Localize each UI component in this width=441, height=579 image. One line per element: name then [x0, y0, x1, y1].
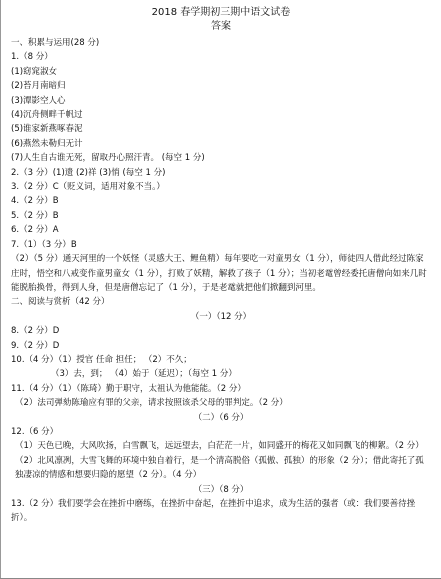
- answer-line: (6)燕然未勒归无计: [11, 138, 83, 149]
- answer-line: (1)窈窕淑女: [11, 66, 58, 77]
- answer-line: 3.（2 分）C（贬义词，适用对象不当。）: [11, 182, 165, 193]
- answer-line: (5)谁家新燕啄春泥: [11, 124, 83, 135]
- answer-line: （3）去，到； （4）始于（延迟）；（每空 1 分）: [51, 369, 237, 380]
- answer-line: 6.（2 分）A: [11, 225, 59, 236]
- subsection-heading: （二）（6 分）: [193, 412, 249, 423]
- left-margin-rule: [0, 0, 1, 579]
- answer-line: (2)苔月南暗归: [11, 81, 66, 92]
- answer-line: 11.（4 分）（1）（陈琦）勤于职守，太祖认为他能能。（2 分）: [11, 383, 246, 394]
- answer-line: 9.（2 分）D: [11, 340, 60, 351]
- answer-line: (7)人生自古谁无死，留取丹心照汗青。 (每空 1 分): [11, 153, 205, 164]
- answer-line: 4.（2 分）B: [11, 196, 59, 207]
- document-subtitle: 答案: [211, 21, 231, 32]
- answer-paragraph: 13.（2 分）我们要学会在挫折中磨练，在挫折中奋起，在挫折中追求，成为生活的强者（或：我们要善待挫折）。: [11, 499, 416, 524]
- document-title: 2018 春学期初三期中语文试卷: [151, 7, 291, 18]
- answer-line: 8.（2 分）D: [11, 326, 60, 337]
- section-two-answers: [11, 295, 431, 526]
- answer-line: 2.（3 分）(1)遗 (2)祥 (3)悄 (每空 1 分): [11, 167, 166, 178]
- answer-line: （2）法司弹劾陈瑜应有罪的父亲，请求按照该杀父母的罪判定。（2 分）: [15, 398, 288, 409]
- subsection-heading: （一）（12 分）: [190, 311, 252, 322]
- answer-line: (4)沉舟侧畔千帆过: [11, 110, 83, 121]
- answer-line: 5.（2 分）B: [11, 210, 59, 221]
- section-heading-1: 一、积累与运用(28 分): [11, 38, 100, 48]
- answer-paragraph: （1）天色已晚，大风吹扬，白雪飘飞，远远望去，白茫茫一片，如同盛开的梅花又如同飘飞的柳絮。（2 分）: [15, 441, 424, 452]
- answer-paragraph: （2）北风凛冽，大雪飞舞的环境中独自着行，是一个清高脱俗（孤傲、孤独）的形象（2 分）；借此寄托了孤独凄凉的情感和想要归隐的愿望（2 分）。（4 分）: [15, 455, 424, 481]
- answer-line: 1.（8 分）: [11, 52, 53, 63]
- section-heading-2: 二、阅读与赏析（42 分）: [11, 297, 110, 308]
- answer-line: 12.（6 分）: [11, 426, 59, 437]
- section-one-answers: [11, 36, 431, 295]
- subsection-heading: （三）（8 分）: [193, 484, 249, 495]
- answer-line: 7.（1）（3 分）B: [11, 239, 77, 250]
- answer-line: 10.（4 分）（1）授官 任命 担任； （2）不久；: [11, 354, 192, 365]
- answer-line: (3)潭影空人心: [11, 95, 66, 106]
- answer-paragraph-q7-2: （2）（5 分）通天河里的一个妖怪（灵感大王、鲤鱼精）每年要吃一对童男女（1 分），师徒四人借此经过陈家庄时，悟空和八戒变作童男童女（1 分），打败了妖精，解救了孩子（1 分）；当初老鼋曾经委托唐僧向如来几时能脱胎换骨，得到人身，但是唐僧忘记了（1 分），于是老鼋就把他们掀翻到河里。: [11, 254, 427, 293]
